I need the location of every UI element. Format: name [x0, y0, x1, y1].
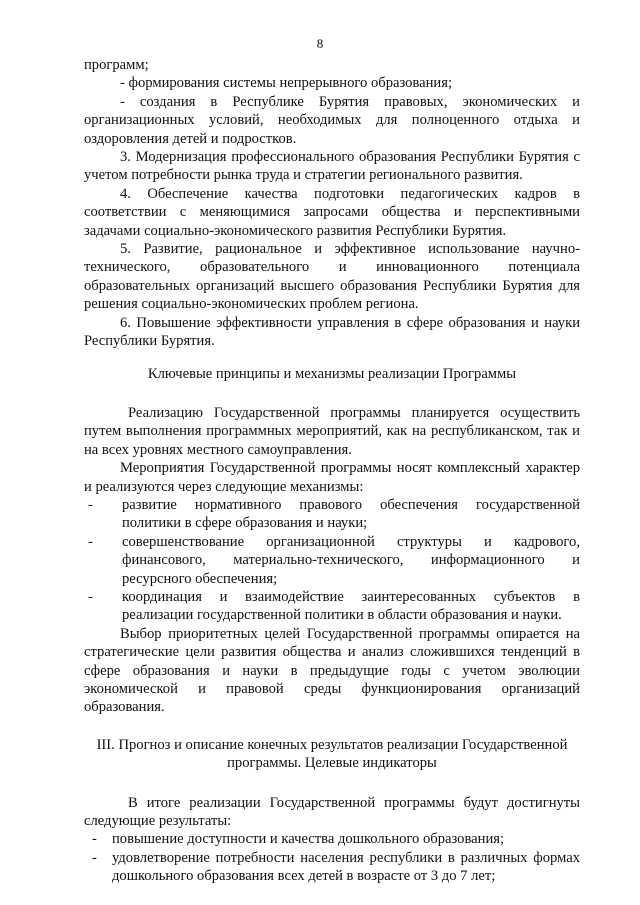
paragraph: 3. Модернизация профессионального образования Республики Бурятия с учетом потребности рынка труда и стратегии регионального развития. [84, 149, 580, 184]
dash-marker: - [88, 496, 93, 513]
section-heading-line: III. Прогноз и описание конечных результатов реализации Государственной [96, 736, 568, 753]
paragraph: - создания в Республике Бурятия правовых, экономических и организационных условий, необходимых для полноценного отдыха и оздоровления детей и подростков. [84, 93, 580, 147]
page-number: 8 [316, 36, 324, 51]
list-item-text: повышение доступности и качества дошкольного образования; [112, 831, 505, 848]
list-item [84, 588, 580, 625]
paragraph: Мероприятия Государственной программы носят комплексный характер и реализуются через следующие механизмы: [84, 460, 580, 495]
list-item-text: удовлетворение потребности населения республики в различных формах дошкольного образования всех детей в возрасте от 3 до 7 лет; [112, 849, 580, 885]
paragraph: 6. Повышение эффективности управления в сфере образования и науки Республики Бурятия. [84, 314, 580, 350]
paragraph: 5. Развитие, рациональное и эффективное использование научно-технического, образовательного и инновационного потенциала образовательных организаций высшего образования Республики Бурятия для решения социально-экономических проблем региона. [84, 241, 580, 313]
dash-marker: - [92, 831, 97, 848]
list-item-text: совершенствование организационной структуры и кадрового, финансового, материально-технического, информационного и ресурсного обеспечения; [122, 533, 580, 587]
list-item [84, 849, 580, 886]
document-body [84, 56, 580, 886]
dash-marker: - [92, 849, 97, 866]
paragraph: 4. Обеспечение качества подготовки педагогических кадров в соответствии с меняющимися запросами общества и перспективными задачами социально-экономического развития Республики Бурятия. [84, 185, 580, 239]
list-item [84, 496, 580, 533]
list-item [84, 830, 580, 848]
list-item [84, 533, 580, 588]
list-item-text: развитие нормативного правового обеспечения государственной политики в сфере образования и науки; [122, 496, 580, 532]
paragraph: программ; [84, 57, 149, 73]
paragraph: Выбор приоритетных целей Государственной программы опирается на стратегические цели развития общества и анализ сложившихся тенденций в сфере образования и науки в предыдущие годы с учетом эволюции экономической и правовой среды функционирования организаций образования. [84, 625, 580, 716]
list-item-text: координация и взаимодействие заинтересованных субъектов в реализации государственной политики в области образования и науки. [122, 588, 580, 624]
section-heading-line: программы. Целевые индикаторы [227, 755, 437, 772]
paragraph: В итоге реализации Государственной программы будут достигнуты следующие результаты: [84, 794, 580, 830]
paragraph: Реализацию Государственной программы планируется осуществить путем выполнения программных мероприятий, как на республиканском, так и на всех уровнях местного самоуправления. [84, 404, 580, 458]
dash-marker: - [88, 533, 93, 550]
paragraph: - формирования системы непрерывного образования; [120, 75, 453, 92]
section-heading-forecast [84, 736, 580, 773]
section-heading-principles: Ключевые принципы и механизмы реализации Программы [147, 365, 517, 382]
dash-marker: - [88, 588, 93, 605]
